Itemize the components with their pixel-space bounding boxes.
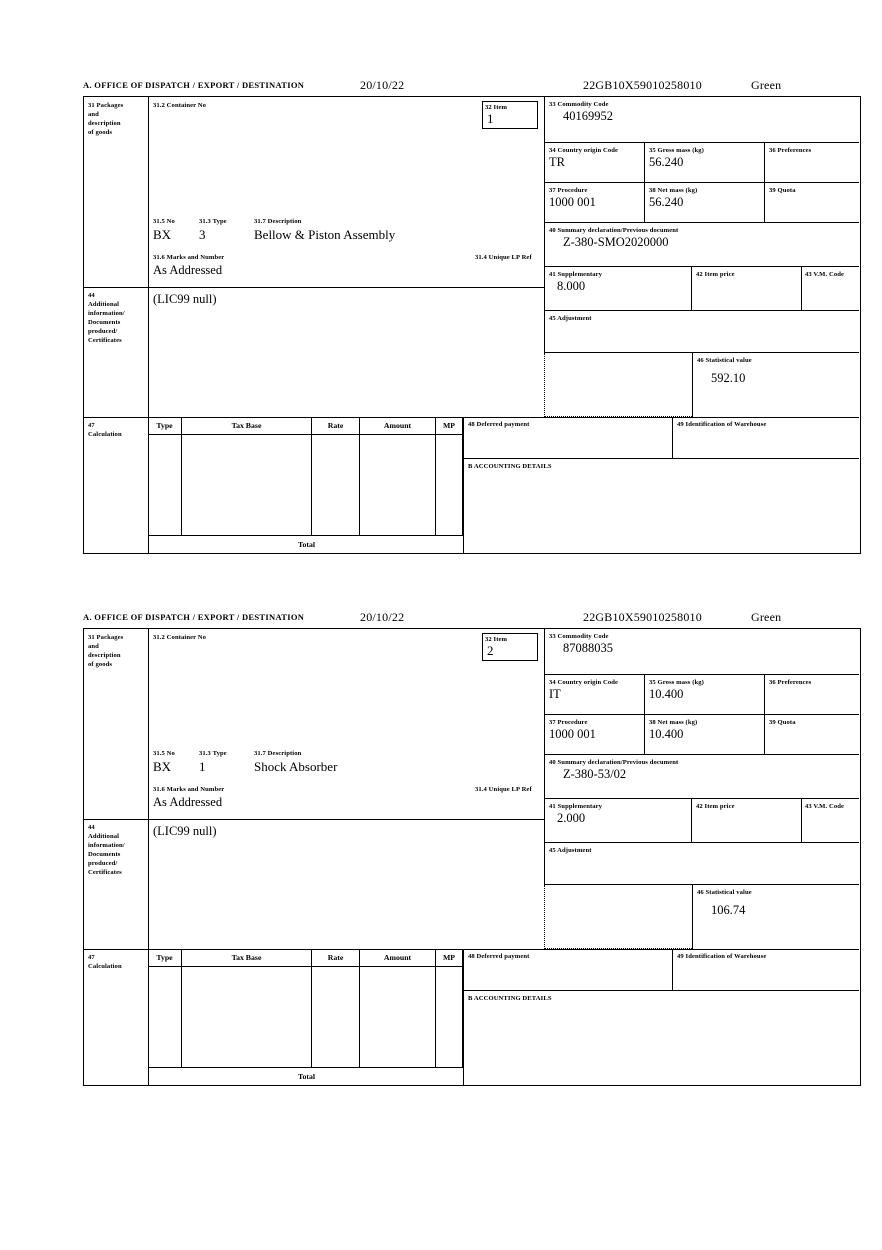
table-cell-rate xyxy=(312,967,360,1067)
field-31-label: 31 Packages and description of goods xyxy=(88,102,124,137)
field-37-procedure: 37 Procedure 1000 001 xyxy=(544,183,645,223)
field-49-warehouse-id: 49 Identification of Warehouse xyxy=(673,949,859,991)
column-header-tax-base: Tax Base xyxy=(182,417,312,435)
office-of-dispatch-label: A. OFFICE OF DISPATCH / EXPORT / DESTINATION xyxy=(83,80,305,90)
office-of-dispatch-label: A. OFFICE OF DISPATCH / EXPORT / DESTINATION xyxy=(83,612,305,622)
field-41-supplementary: 41 Supplementary 2.000 xyxy=(544,799,692,843)
marks-value: As Addressed xyxy=(153,263,223,277)
gross-mass-value: 10.400 xyxy=(649,687,684,702)
total-label: Total xyxy=(298,540,316,549)
field-36-preferences: 36 Preferences xyxy=(765,143,859,183)
customs-form-item-2 xyxy=(83,610,861,1086)
field-44-label: 44 Additional information/ Documents produced/ Certificates xyxy=(88,824,125,877)
additional-information-value: (LIC99 null) xyxy=(153,824,217,838)
goods-description-value: Bellow & Piston Assembly xyxy=(254,227,396,242)
table-cell-amount xyxy=(360,435,436,535)
table-cell-tax-base xyxy=(182,435,312,535)
field-44-value-area xyxy=(148,287,544,417)
table-total-row xyxy=(148,1067,463,1085)
field-45-adjustment: 45 Adjustment xyxy=(544,843,859,885)
field-34-country-origin: 34 Country origin Code TR xyxy=(544,143,645,183)
item-number-value: 2 xyxy=(487,643,494,659)
field-B-accounting-details: B ACCOUNTING DETAILS xyxy=(463,991,859,1085)
column-header-type: Type xyxy=(148,949,182,967)
field-39-quota: 39 Quota xyxy=(765,183,859,223)
field-47-calculation-table xyxy=(148,417,463,553)
field-44-label: 44 Additional information/ Documents produced/ Certificates xyxy=(88,292,125,345)
movement-reference-number: 22GB10X59010258010 xyxy=(583,78,702,92)
commodity-code-value: 87088035 xyxy=(563,641,613,656)
field-40-previous-document: 40 Summary declaration/Previous document Z-380-53/02 xyxy=(544,755,859,799)
country-origin-value: IT xyxy=(549,687,561,702)
item-number-value: 1 xyxy=(487,111,494,127)
field-41-supplementary: 41 Supplementary 8.000 xyxy=(544,267,692,311)
column-header-tax-base: Tax Base xyxy=(182,949,312,967)
statistical-value: 106.74 xyxy=(711,903,746,918)
form-body xyxy=(83,628,861,1086)
additional-information-value: (LIC99 null) xyxy=(153,292,217,306)
column-header-amount: Amount xyxy=(360,949,436,967)
routing-lane: Green xyxy=(751,78,782,92)
country-origin-value: TR xyxy=(549,155,565,170)
table-header-row xyxy=(148,949,463,967)
form-header xyxy=(83,78,861,96)
marks-row: 31.6 Marks and Number 31.4 Unique LP Ref As Addressed xyxy=(153,254,532,277)
field-42-item-price: 42 Item price xyxy=(692,799,802,843)
field-43-vm-code: 43 V.M. Code xyxy=(802,267,859,311)
declaration-date: 20/10/22 xyxy=(360,610,405,624)
supplementary-value: 2.000 xyxy=(557,811,586,826)
field-33-commodity-code: 33 Commodity Code 40169952 xyxy=(544,97,859,143)
table-cell-amount xyxy=(360,967,436,1067)
gross-mass-value: 56.240 xyxy=(649,155,684,170)
goods-description-value: Shock Absorber xyxy=(254,759,338,774)
procedure-value: 1000 001 xyxy=(549,727,596,742)
commodity-code-value: 40169952 xyxy=(563,109,613,124)
field-48-deferred-payment: 48 Deferred payment xyxy=(463,949,673,991)
packages-type-value: 1 xyxy=(199,759,206,774)
field-45-adjustment: 45 Adjustment xyxy=(544,311,859,353)
field-40-previous-document: 40 Summary declaration/Previous document Z-380-SMO2020000 xyxy=(544,223,859,267)
field-44-value-area xyxy=(148,819,544,949)
packages-row: 31.5 No 31.3 Type 31.7 Description BX 3 Bellow & Piston Assembly xyxy=(153,218,396,242)
previous-document-value: Z-380-SMO2020000 xyxy=(563,235,669,250)
column-header-rate: Rate xyxy=(312,949,360,967)
field-47-label: 47 Calculation xyxy=(88,954,122,971)
field-32-item-box: 32 Item 1 xyxy=(482,101,538,129)
packages-no-value: BX xyxy=(153,759,172,774)
packages-row: 31.5 No 31.3 Type 31.7 Description BX 1 Shock Absorber xyxy=(153,750,338,774)
field-46-statistical-value: 46 Statistical value 106.74 xyxy=(692,885,859,949)
table-cell-mp xyxy=(436,967,463,1067)
field-46-statistical-value: 46 Statistical value 592.10 xyxy=(692,353,859,417)
routing-lane: Green xyxy=(751,610,782,624)
supplementary-value: 8.000 xyxy=(557,279,586,294)
field-38-net-mass: 38 Net mass (kg) 56.240 xyxy=(645,183,765,223)
table-cell-mp xyxy=(436,435,463,535)
previous-document-value: Z-380-53/02 xyxy=(563,767,627,782)
column-header-mp: MP xyxy=(436,417,463,435)
customs-form-item-1 xyxy=(83,78,861,554)
field-B-accounting-details: B ACCOUNTING DETAILS xyxy=(463,459,859,553)
packages-no-value: BX xyxy=(153,227,172,242)
field-42-item-price: 42 Item price xyxy=(692,267,802,311)
packages-type-value: 3 xyxy=(199,227,206,242)
field-36-preferences: 36 Preferences xyxy=(765,675,859,715)
movement-reference-number: 22GB10X59010258010 xyxy=(583,610,702,624)
column-header-mp: MP xyxy=(436,949,463,967)
field-35-gross-mass: 35 Gross mass (kg) 10.400 xyxy=(645,675,765,715)
field-31-2-container-no: 31.2 Container No xyxy=(153,634,207,641)
marks-value: As Addressed xyxy=(153,795,223,809)
statistical-value: 592.10 xyxy=(711,371,746,386)
field-45-dotted-area xyxy=(544,353,692,417)
column-header-amount: Amount xyxy=(360,417,436,435)
form-header xyxy=(83,610,861,628)
field-49-warehouse-id: 49 Identification of Warehouse xyxy=(673,417,859,459)
total-label: Total xyxy=(298,1072,316,1081)
field-48-deferred-payment: 48 Deferred payment xyxy=(463,417,673,459)
field-34-country-origin: 34 Country origin Code IT xyxy=(544,675,645,715)
field-31-label: 31 Packages and description of goods xyxy=(88,634,124,669)
field-35-gross-mass: 35 Gross mass (kg) 56.240 xyxy=(645,143,765,183)
field-31-2-container-no: 31.2 Container No xyxy=(153,102,207,109)
field-45-dotted-area xyxy=(544,885,692,949)
declaration-date: 20/10/22 xyxy=(360,78,405,92)
net-mass-value: 10.400 xyxy=(649,727,684,742)
field-47-label: 47 Calculation xyxy=(88,422,122,439)
table-cell-tax-base xyxy=(182,967,312,1067)
column-header-rate: Rate xyxy=(312,417,360,435)
form-body xyxy=(83,96,861,554)
marks-row: 31.6 Marks and Number 31.4 Unique LP Ref As Addressed xyxy=(153,786,532,809)
field-33-commodity-code: 33 Commodity Code 87088035 xyxy=(544,629,859,675)
field-32-item-box: 32 Item 2 xyxy=(482,633,538,661)
procedure-value: 1000 001 xyxy=(549,195,596,210)
field-47-calculation-table xyxy=(148,949,463,1085)
table-cell-type xyxy=(148,435,182,535)
field-38-net-mass: 38 Net mass (kg) 10.400 xyxy=(645,715,765,755)
net-mass-value: 56.240 xyxy=(649,195,684,210)
table-header-row xyxy=(148,417,463,435)
field-43-vm-code: 43 V.M. Code xyxy=(802,799,859,843)
table-cell-type xyxy=(148,967,182,1067)
field-39-quota: 39 Quota xyxy=(765,715,859,755)
field-37-procedure: 37 Procedure 1000 001 xyxy=(544,715,645,755)
column-header-type: Type xyxy=(148,417,182,435)
table-total-row xyxy=(148,535,463,553)
table-cell-rate xyxy=(312,435,360,535)
